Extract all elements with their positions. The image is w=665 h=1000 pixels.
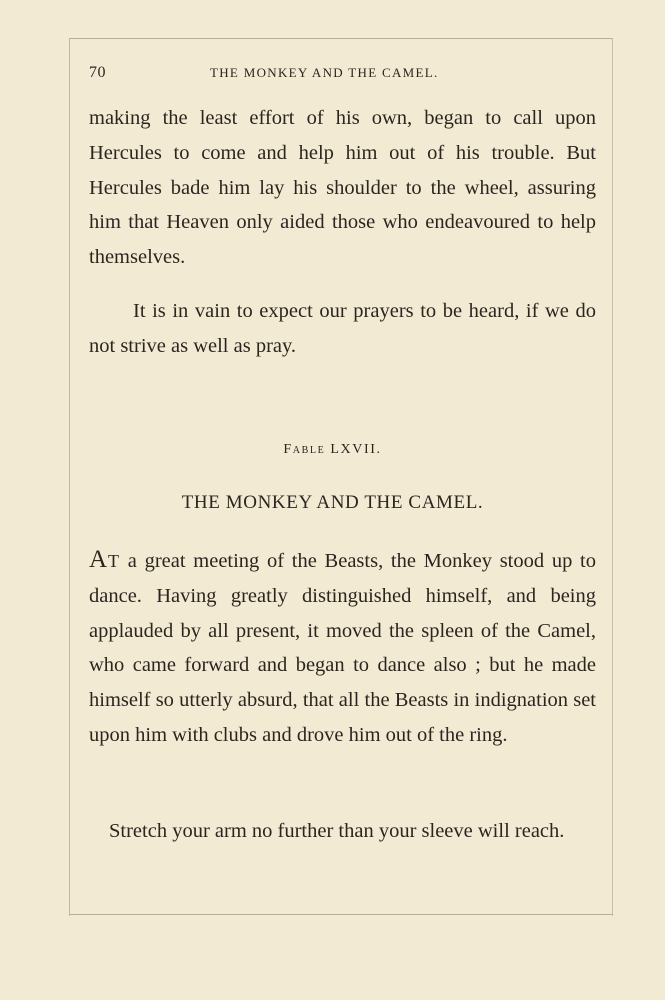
fable-body-text: a great meeting of the Beasts, the Monkey stood up to dance. Having greatly distinguished himself, and being applauded by all present, it moved the spleen of the Camel, who came forward and began to dance also ; but he made himself so utterly absurd, that all the Beasts in indignation set upon him with clubs and drove him out of the ring. — [89, 550, 596, 746]
page-number: 70 — [89, 64, 106, 81]
previous-fable-ending: making the least effort of his own, began to call upon Hercules to come and help him out of his trouble. But Hercules bade him lay his shoulder to the wheel, assuring him that Heaven only aided those who endeavoured to help themselves. — [89, 107, 596, 269]
page-frame-left-rule — [69, 38, 70, 916]
previous-fable-moral: It is in vain to expect our prayers to be heard, if we do not strive as well as pray. — [89, 300, 596, 357]
fable-dropcap: At — [89, 546, 121, 573]
page-frame-top-rule — [70, 38, 613, 39]
fable-title: THE MONKEY AND THE CAMEL. — [181, 492, 484, 513]
fable-body-paragraph — [89, 544, 596, 753]
running-head: THE MONKEY AND THE CAMEL. — [210, 65, 439, 80]
page-frame-right-rule — [612, 38, 613, 916]
fable-number: Fable LXVII. — [283, 442, 382, 457]
page-frame-bottom-rule — [70, 914, 613, 915]
fable-moral: Stretch your arm no further than your sleeve will reach. — [109, 820, 565, 842]
